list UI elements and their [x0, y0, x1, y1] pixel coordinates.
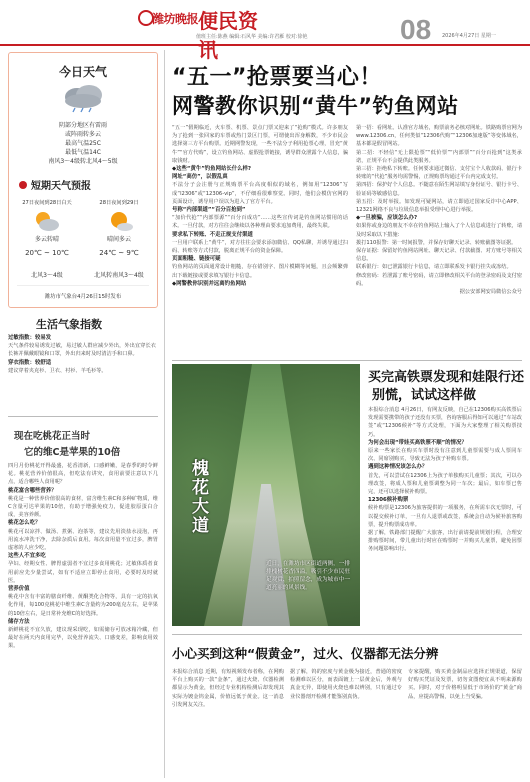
subhead: 为何会出现“带娃买高铁票不顺”的情况？ [368, 439, 467, 446]
main-column-2 [356, 124, 522, 360]
street-photo [172, 364, 360, 626]
paragraph: 桃花可以凉拌、做汤、煮粥、泡茶等，建议先用淡盐水浸泡，再用流水冲洗干净，去除杂质后食用。每次食用量不宜过多，脾胃虚寒的人应少吃。 [8, 528, 158, 552]
paragraph: “加价代抢”“内部票源”“百分百成功”……这些宣传词是钓鱼网站惯用的话术。一旦付款，对方往往会继续以各种理由要求追加费用，最终失联。 [172, 215, 348, 230]
bottom-headline: 小心买到这种“假黄金”，过火、仪器都无法分辨 [172, 646, 439, 661]
life-index-title: 生活气象指数 [36, 318, 102, 331]
paragraph: 本报综合消息 4月26日，有网友反映，自己在12306购买高铁票后发现需要携带的孩子还没有买票，咨询客服后得知可以通过“车站改签”或“12306候补”等方式处理，下面为大家整理了相关购票技巧。 [368, 407, 522, 438]
paragraph: 据了解，铁路部门提醒广大旅客，出行前请提前规划行程，合理安排购票时间，带儿童出行时应在购票时一并购买儿童票，避免因票务问题影响出行。 [368, 530, 522, 553]
subhead: ◆一旦被骗，应该怎么办? [356, 215, 418, 222]
divider [172, 634, 522, 635]
subhead: 这些人不宜多吃 [8, 553, 46, 560]
forecast-bullet-icon [19, 181, 27, 189]
subhead: 12306候补购票 [368, 497, 409, 504]
paragraph: 本报综合消息 近期，有短视频发布者称，在网购平台上购买的一款“金条”，通过火烧、仪器检测都显示为黄金，但经过专业机构检测后却发现其实际为镀金钨金属，价值远低于黄金。这一消息引发网友关注。 [172, 669, 284, 708]
weather-line: 南风3～4级转北风4～5级 [48, 158, 118, 165]
paragraph: 桃花中含有丰富的膳食纤维、黄酮类化合物等，具有一定的抗氧化作用，每100克桃花中维生素C含量约为200毫克左右，是苹果的10倍左右，是日常补充维C的好选择。 [8, 594, 158, 617]
partly-cloudy-icon [31, 209, 61, 233]
page-number: 08 [400, 14, 432, 45]
life-index-item: 建议穿着夹克衫、卫衣、衬衫、羊毛衫等。 [8, 367, 107, 374]
divider [172, 360, 522, 361]
forecast-day2-temp: 24℃ ~ 9℃ [99, 249, 139, 257]
subhead: 储存方法 [8, 618, 30, 625]
subhead: 遇到这种情况该怎么办？ [368, 464, 428, 471]
paragraph: 第五招：及时举报。如发现可疑网站，请立即通过国家反诈中心APP、12321网络不良与垃圾信息举报受理中心进行举报。 [356, 198, 522, 214]
paragraph: 候补购票是12306为旅客提供的一项服务，在所需车次无票时，可以提交候补订单，一旦有人退票或改签，系统会自动为候补旅客购票，提升购票成功率。 [368, 505, 522, 528]
forecast-day1-desc: 多云转晴 [34, 236, 59, 243]
paragraph: 首先，可以尝试在12306上为孩子单独购买儿童票；其次，可以办理改签，将成人票和儿童票调整为同一车次；最后，如车票已售完，还可以选择候补购票。 [368, 472, 522, 496]
paragraph: 第一招：看网址。认准官方域名，购票前务必核对网址。铁路购票官网为www.12306.cn，任何类似“12306代购”“12306加速版”等变体域名，基本都是假冒网站。 [356, 125, 522, 148]
page-header [0, 0, 530, 62]
left-article-title1: 现在吃桃花正当时 [14, 431, 91, 442]
main-column-1 [172, 124, 348, 360]
weather-box [8, 52, 158, 308]
forecast-day1-date: 27日夜间到28日白天 [22, 200, 72, 206]
photo-vertical-title: 槐花大道 [192, 459, 209, 536]
paragraph: 保存证据：保留好钓鱼网站网址、聊天记录、付款截图、对方账号等相关信息。 [356, 248, 522, 263]
paragraph: 新鲜桃花不宜久放，建议现采现吃，如需储存可放冰箱冷藏，但最好在两天内食用完毕，以免营养流失、口感变差，影响食用效果。 [8, 627, 158, 650]
weather-line: 阴部分地区有雷雨 [58, 122, 107, 129]
right-article-title1: 买完高铁票发现和娃限行还 [368, 370, 525, 385]
subhead: 要求私下转账、不走正规支付渠道 [172, 231, 253, 238]
paragraph: 四月月份桃花开得最盛，花香清新，口感鲜嫩，是春季的时令鲜花。桃花营养价值很高，但吃法有讲究，食用前要注意以下几点，适合哪些人食用呢？ [8, 463, 158, 486]
paragraph: 拨打110报警：第一时间报警，并保存好聊天记录、转账截图等证据。 [356, 239, 517, 246]
life-index-item: 天气条件较易诱发过敏，易过敏人群应减少外出，外出宜穿长衣长裤并佩戴眼镜和口罩，外出归来时及时清洁手和口鼻。 [8, 343, 156, 358]
subhead: 号称“内部渠道”“百分百抢到” [172, 207, 246, 214]
main-headline1: “五一”抢票要当心！ [172, 65, 382, 90]
life-index-list [8, 334, 156, 375]
weather-today-lines [9, 121, 157, 166]
edit-credits: 值班主任:陈燕 编辑:石风华 美编:许君雁 校对:徐艳 [196, 34, 308, 40]
forecast-title: 短期天气预报 [31, 181, 91, 192]
photo-caption: 近日，在潍坊市区街道两侧，一排排槐树花香四溢，吸引不少市民驻足观赏、拍照留念，成为城市中一道亮丽的风景线。 [266, 561, 350, 591]
date-line: 2026年4月27日 星期一 [442, 33, 496, 39]
paragraph: 一旦用户联系上“黄牛”，对方往往会要求添加微信、QQ私聊，并诱导通过扫码、转账等方式付款，脱离正规平台的资金保障。 [172, 239, 348, 255]
forecast-day1-wind: 北风3～4级 [31, 272, 63, 279]
forecast-day2-desc: 晴间多云 [106, 236, 131, 243]
life-index-item: 过敏指数：较易发 [8, 335, 52, 341]
weather-source: 潍坊市气象台4月26日15时发布 [44, 294, 122, 300]
subhead: 桃花富含哪些营养？ [8, 487, 57, 494]
weather-line: 或阵雨转多云 [64, 131, 101, 138]
section-name: 便民资讯 [198, 9, 258, 62]
paragraph: “五一”假期临近，火车票、机票、景点门票又迎来了“抢购”模式。许多朋友为了抢到一张回家的车票或热门景区门票，可谓使出浑身解数，不少市民会选择第三方平台购票。近期网警发现，一些不法分子利用抢票心理，冒充“黄牛”“官方代购”，设立钓鱼网站、虚假抢票链接，诱导群众泄露个人信息，骗取钱财。 [172, 125, 348, 164]
paragraph: 联系银行：如已泄露银行卡信息，请立即联系发卡银行挂失或冻结。 [356, 264, 512, 271]
subhead: ◆这些“黄牛”钓鱼网站长什么样? [172, 166, 252, 173]
bottom-column-2 [290, 668, 402, 778]
paragraph: 钓鱼网站的页面通常设计粗糙，存在错别字、图片模糊等问题，且会频繁弹出下载链接或要求填写银行卡信息。 [172, 264, 348, 279]
paragraph: 不法分子会注册与正规购票平台高度相似的域名，例如用“12306”写成“l2306”或“12306-vip”，不仔细看很难察觉。同时，他们会模仿官网的页面设计，诱导用户误以为进入了官方平台。 [172, 182, 348, 205]
paragraph: 桃花是一种营养价值很高的食材，富含维生素C和多种矿物质，维C含量可达苹果的10倍，有助于增强免疫力，促进胶原蛋白合成，美容养颜。 [8, 495, 158, 519]
divider [17, 285, 149, 286]
forecast-day2-date: 28日夜间到29日 [99, 200, 139, 206]
logo-small-text: 潍坊晚报 [152, 12, 199, 26]
paragraph: 孕妇、经期女性、脾胃虚弱者不宜过多食用桃花；过敏体质者食用前应先少量尝试，如有不适应立即停止食用，必要时及时就医。 [8, 561, 158, 584]
paragraph: 第三招：拒绝私下转账。任何要求通过微信、支付宝个人收款码、银行卡转账的“代抢”服务均需警惕，正规购票均通过平台内完成支付。 [356, 166, 522, 181]
paragraph: 如果你或身边的朋友不幸在钓鱼网站上输入了个人信息或进行了转账，请及时采取以下措施： [356, 223, 522, 238]
sunny-cloud-icon [105, 209, 135, 233]
paragraph: 第四招：保护好个人信息。不随意在陌生网站填写身份证号、银行卡号、验证码等敏感信息。 [356, 182, 522, 197]
right-article-body [368, 406, 522, 626]
subhead: 网址“高仿”，以假乱真 [172, 174, 228, 181]
bottom-column-3 [408, 668, 522, 778]
divider [8, 416, 158, 417]
subhead: 页面粗糙、链接可疑 [172, 256, 221, 263]
road [242, 484, 290, 626]
subhead: 桃花怎么吃？ [8, 520, 41, 527]
subhead: ◆网警教你识别并远离钓鱼网站 [172, 280, 247, 287]
forecast-day2-wind: 北风转南风3～4级 [94, 272, 144, 279]
left-article-title2: 它的维C是苹果的10倍 [24, 447, 121, 458]
weather-title: 今日天气 [58, 65, 107, 79]
forecast-day1-temp: 20℃ ~ 10℃ [25, 249, 69, 257]
life-index-item: 穿衣指数：较舒适 [8, 359, 52, 366]
weather-line: 最高气温25C [65, 140, 101, 147]
subhead: 营养价值 [8, 586, 30, 593]
left-article-body [8, 462, 158, 780]
paragraph: 原来一些家长在购买车票时没有注意到儿童票需要与成人票同车次、同席别购买，导致无法为孩子补购车票。 [368, 448, 522, 463]
weather-line: 最低气温14C [65, 149, 101, 156]
column-separator [164, 50, 165, 778]
paragraph: 专家提醒，购买黄金制品应选择正规渠道，保留好购买凭证及发票，切勿贪图便宜从不明来源购买。同时，对于价格明显低于市场价的“黄金”商品，应提高警惕，以免上当受骗。 [408, 669, 522, 700]
bottom-column-1 [172, 668, 284, 778]
main-headline2: 网警教你识别“黄牛”钓鱼网站 [172, 94, 459, 118]
source-credit: 据公安部网安局微信公众号 [459, 289, 522, 296]
cloud-rain-icon [59, 83, 107, 113]
right-article-title2: 别慌，试试这样做 [372, 388, 477, 403]
paragraph: 修改密码：若泄露了账号密码，请立即修改相关平台的登录密码及支付密码。 [356, 272, 522, 287]
paragraph: 第二招：不轻信“无上限抢票”“低价票”“内部票”“百分百抢到”这类承诺，正规平台不会提供此类服务。 [356, 149, 522, 164]
paragraph: 据了解，钨的密度与黄金极为接近，普通的密度检测难以区分，而表面镀上一层黄金后，外观与真金无异，即使用火烧也难以辨别，只有通过专业仪器剖开检测才能鉴别真伪。 [290, 669, 402, 700]
